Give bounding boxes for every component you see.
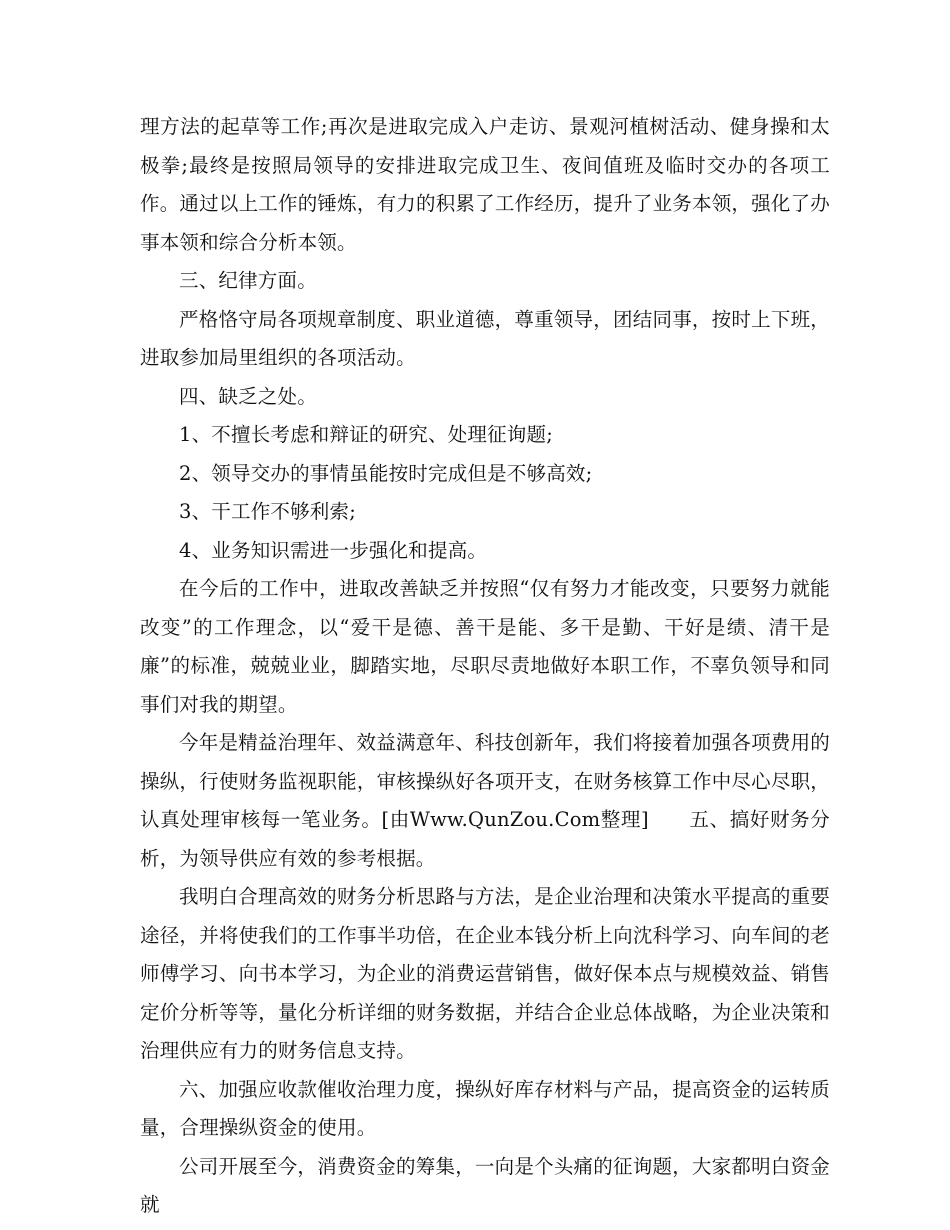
- paragraph-this-year: 今年是精益治理年、效益满意年、科技创新年，我们将接着加强各项费用的操纵，行使财务监视职能，审核操纵好各项开支，在财务核算工作中尽心尽职，认真处理审核每一笔业务。[由Www.QunZou.Com整理] 五、搞好财务分析，为领导供应有效的参考根据。: [140, 731, 830, 870]
- list-item-shortcoming-2: 2、领导交办的事情虽能按时完成但是不够高效;: [179, 461, 593, 485]
- list-item-shortcoming-1: 1、不擅长考虑和辩证的研究、处理征询题;: [179, 423, 553, 446]
- paragraph-funding: 公司开展至今，消费资金的筹集，一向是个头痛的征询题，大家都明白资金就: [140, 1154, 830, 1216]
- heading-shortcomings: 四、缺乏之处。: [179, 384, 317, 408]
- paragraph-work-summary-continued: 理方法的起草等工作;再次是进取完成入户走访、景观河植树活动、健身操和太极拳;最终是按照局领导的安排进取完成卫生、夜间值班及临时交办的各项工作。通过以上工作的锤炼，有力的积累了工作经历，提升了业务本领，强化了办事本领和综合分析本领。: [140, 115, 830, 254]
- paragraph-financial-analysis: 我明白合理高效的财务分析思路与方法，是企业治理和决策水平提高的重要途径，并将使我们的工作事半功倍，在企业本钱分析上向沈科学习、向车间的老师傅学习、向书本学习，为企业的消费运营销售，做好保本点与规模效益、销售定价分析等等，量化分析详细的财务数据，并结合企业总体战略，为企业决策和治理供应有力的财务信息支持。: [140, 885, 830, 1062]
- heading-discipline: 三、纪律方面。: [179, 269, 317, 292]
- paragraph-future-work: 在今后的工作中，进取改善缺乏并按照“仅有努力才能改变，只要努力就能改变”的工作理念，以“爱干是德、善干是能、多干是勤、干好是绩、清干是廉”的标准，兢兢业业，脚踏实地，尽职尽责地做好本职工作，不辜负领导和同事们对我的期望。: [140, 577, 830, 716]
- heading-receivables: 六、加强应收款催收治理力度，操纵好库存材料与产品，提高资金的运转质量，合理操纵资金的使用。: [140, 1077, 830, 1139]
- paragraph-discipline: 严格恪守局各项规章制度、职业道德，尊重领导，团结同事，按时上下班，进取参加局里组织的各项活动。: [140, 307, 830, 369]
- document-page: [140, 108, 830, 1225]
- list-item-shortcoming-4: 4、业务知识需进一步强化和提高。: [179, 538, 488, 562]
- list-item-shortcoming-3: 3、干工作不够利索;: [179, 500, 356, 523]
